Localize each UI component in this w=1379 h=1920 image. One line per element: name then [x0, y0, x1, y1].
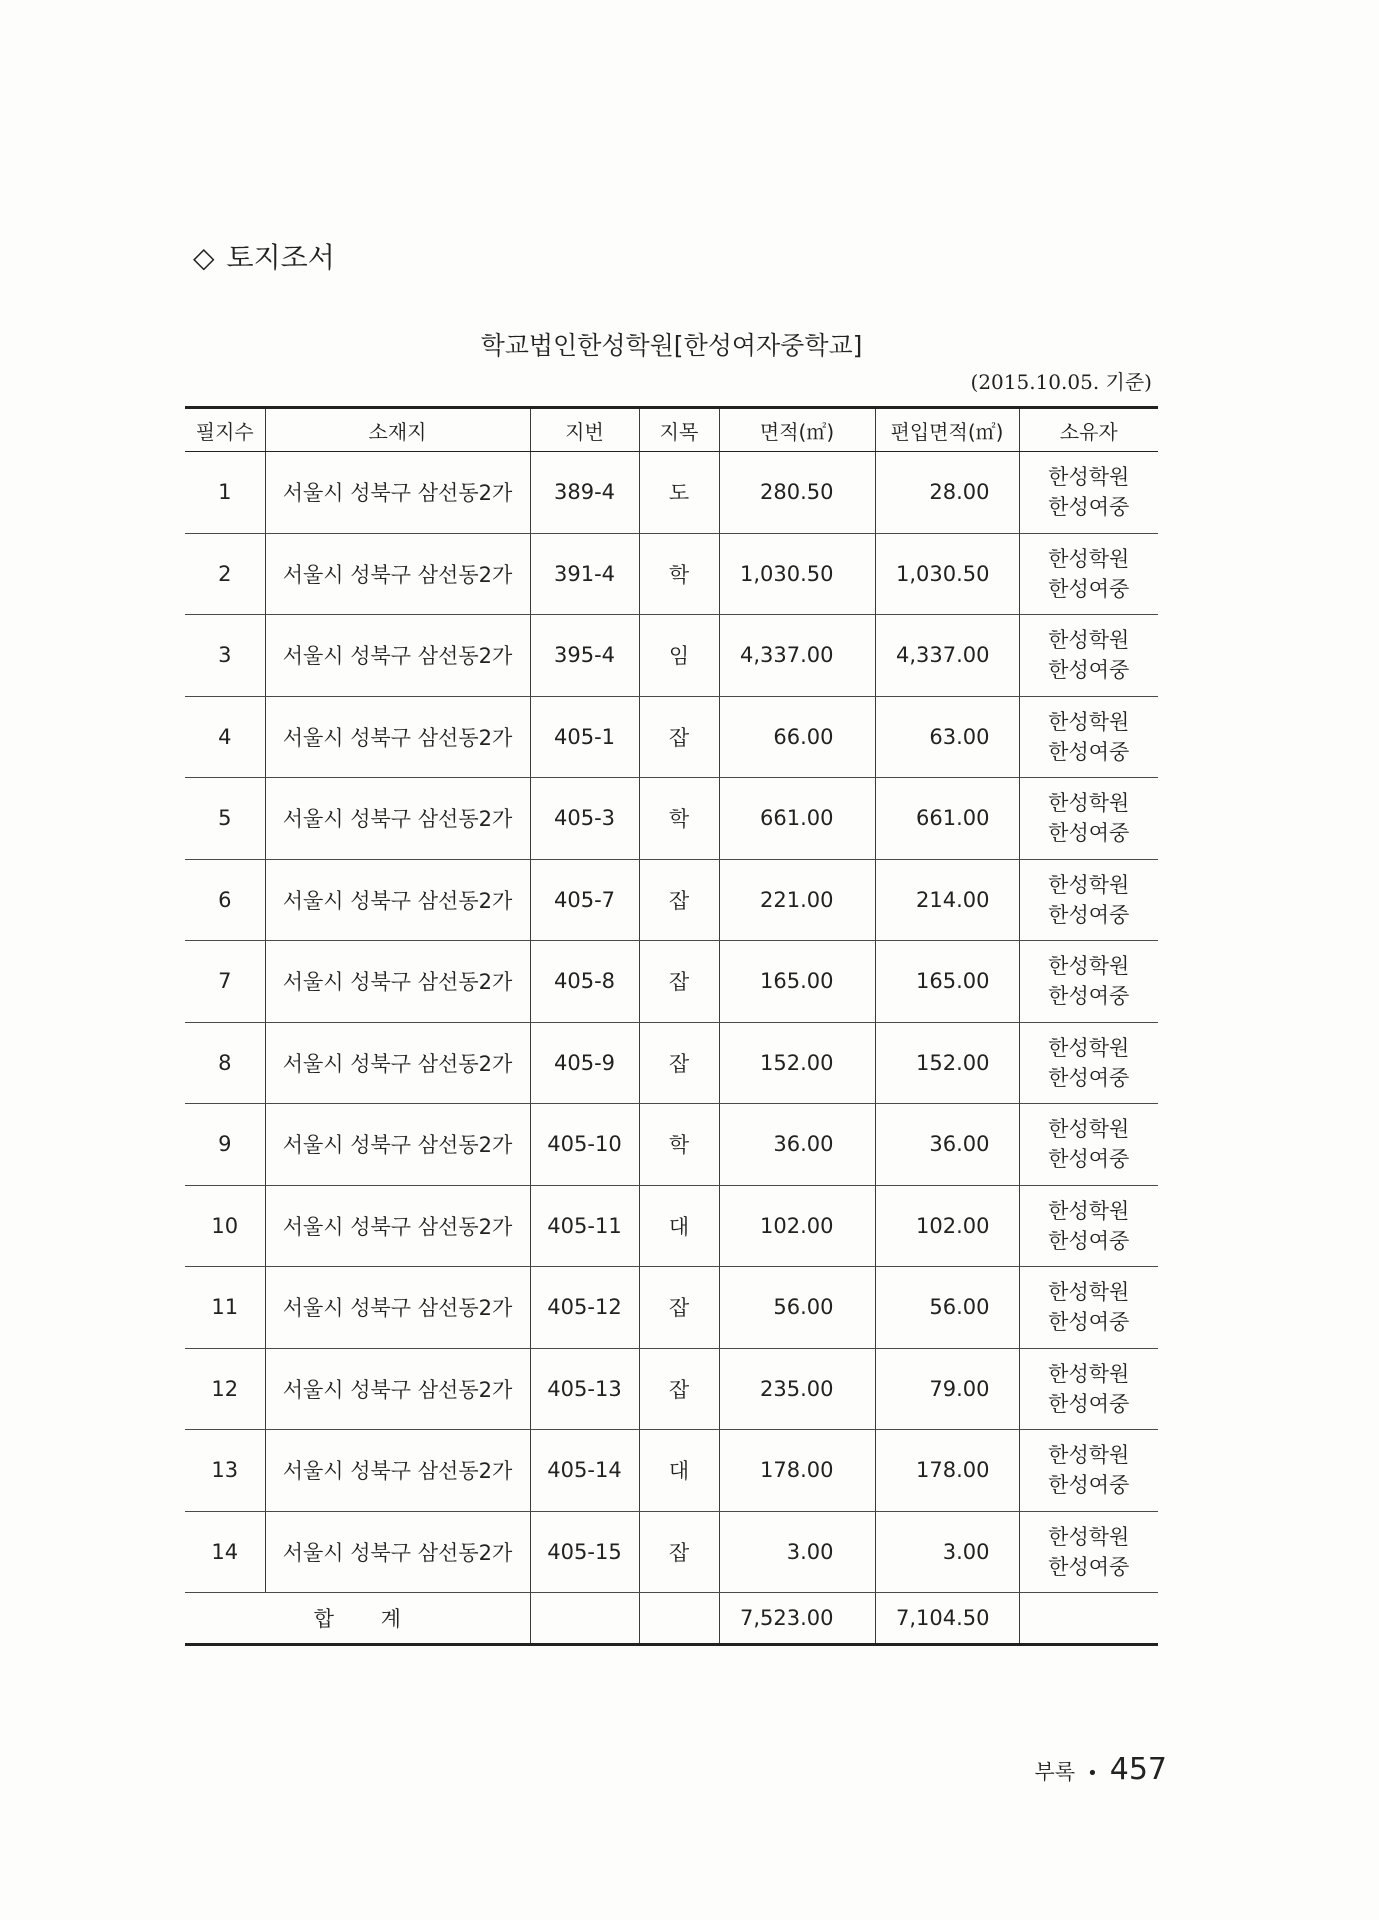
- incorporated-area: 214.00: [875, 859, 1019, 941]
- parcel-number: 6: [185, 859, 265, 941]
- area: 4,337.00: [719, 615, 875, 697]
- location: 서울시 성북구 삼선동2가: [265, 1267, 530, 1349]
- incorporated-area: 36.00: [875, 1104, 1019, 1186]
- parcel-number: 4: [185, 696, 265, 778]
- table-title: 학교법인한성학원[한성여자중학교]: [480, 331, 863, 360]
- parcel-number: 1: [185, 452, 265, 534]
- lot-number: 405-3: [530, 778, 639, 860]
- owner-line: 한성여중: [1048, 495, 1130, 520]
- section-heading-text: 토지조서: [226, 241, 335, 274]
- owner-line: 한성여중: [1048, 902, 1130, 927]
- land-category: 잡: [639, 696, 719, 778]
- parcel-number: 12: [185, 1348, 265, 1430]
- table-row: [185, 452, 1158, 534]
- location: 서울시 성북구 삼선동2가: [265, 1430, 530, 1512]
- incorporated-area: 3.00: [875, 1511, 1019, 1593]
- owner: [1019, 1348, 1158, 1430]
- land-survey-table: [185, 406, 1158, 1646]
- area: 165.00: [719, 941, 875, 1023]
- parcel-number: 9: [185, 1104, 265, 1186]
- table-row: [185, 778, 1158, 860]
- location: 서울시 성북구 삼선동2가: [265, 533, 530, 615]
- location: 서울시 성북구 삼선동2가: [265, 696, 530, 778]
- owner: [1019, 778, 1158, 860]
- incorporated-area: 661.00: [875, 778, 1019, 860]
- total-incorporated-area: 7,104.50: [875, 1593, 1019, 1645]
- owner: [1019, 1511, 1158, 1593]
- table-row: [185, 1267, 1158, 1349]
- owner: [1019, 1022, 1158, 1104]
- section-heading: [193, 236, 335, 276]
- table-header-row: [185, 408, 1158, 452]
- owner-line: 한성학원: [1048, 628, 1130, 653]
- owner-line: 한성여중: [1048, 984, 1130, 1009]
- parcel-number: 7: [185, 941, 265, 1023]
- page-number: 457: [1109, 1752, 1167, 1787]
- total-label: 합 계: [185, 1593, 530, 1645]
- parcel-number: 10: [185, 1185, 265, 1267]
- location: 서울시 성북구 삼선동2가: [265, 1348, 530, 1430]
- table-row: [185, 1104, 1158, 1186]
- owner: [1019, 1185, 1158, 1267]
- lot-number: 405-11: [530, 1185, 639, 1267]
- area: 235.00: [719, 1348, 875, 1430]
- area: 661.00: [719, 778, 875, 860]
- owner-line: 한성여중: [1048, 658, 1130, 683]
- total-lot-empty: [530, 1593, 639, 1645]
- lot-number: 405-13: [530, 1348, 639, 1430]
- owner: [1019, 1104, 1158, 1186]
- incorporated-area: 178.00: [875, 1430, 1019, 1512]
- parcel-number: 3: [185, 615, 265, 697]
- owner-line: 한성학원: [1048, 872, 1130, 897]
- lot-number: 405-12: [530, 1267, 639, 1349]
- owner-line: 한성여중: [1048, 1065, 1130, 1090]
- land-category: 학: [639, 1104, 719, 1186]
- table-row: [185, 615, 1158, 697]
- incorporated-area: 56.00: [875, 1267, 1019, 1349]
- land-category: 임: [639, 615, 719, 697]
- header-parcel-count: 필지수: [185, 408, 265, 452]
- parcel-number: 8: [185, 1022, 265, 1104]
- owner: [1019, 533, 1158, 615]
- area: 36.00: [719, 1104, 875, 1186]
- location: 서울시 성북구 삼선동2가: [265, 615, 530, 697]
- location: 서울시 성북구 삼선동2가: [265, 1511, 530, 1593]
- owner: [1019, 941, 1158, 1023]
- lot-number: 405-1: [530, 696, 639, 778]
- total-row: [185, 1593, 1158, 1645]
- area: 178.00: [719, 1430, 875, 1512]
- page-footer: [1035, 1752, 1167, 1787]
- incorporated-area: 102.00: [875, 1185, 1019, 1267]
- owner: [1019, 1267, 1158, 1349]
- parcel-number: 2: [185, 533, 265, 615]
- owner: [1019, 615, 1158, 697]
- land-category: 잡: [639, 859, 719, 941]
- area: 152.00: [719, 1022, 875, 1104]
- total-owner-empty: [1019, 1593, 1158, 1645]
- area: 280.50: [719, 452, 875, 534]
- land-category: 대: [639, 1430, 719, 1512]
- incorporated-area: 63.00: [875, 696, 1019, 778]
- location: 서울시 성북구 삼선동2가: [265, 778, 530, 860]
- total-category-empty: [639, 1593, 719, 1645]
- incorporated-area: 4,337.00: [875, 615, 1019, 697]
- lot-number: 395-4: [530, 615, 639, 697]
- owner-line: 한성학원: [1048, 546, 1130, 571]
- reference-date: (2015.10.05. 기준): [970, 370, 1152, 394]
- land-category: 학: [639, 533, 719, 615]
- owner-line: 한성여중: [1048, 821, 1130, 846]
- land-category: 도: [639, 452, 719, 534]
- lot-number: 405-9: [530, 1022, 639, 1104]
- owner-line: 한성여중: [1048, 1473, 1130, 1498]
- incorporated-area: 152.00: [875, 1022, 1019, 1104]
- lot-number: 405-15: [530, 1511, 639, 1593]
- location: 서울시 성북구 삼선동2가: [265, 452, 530, 534]
- header-location: 소재지: [265, 408, 530, 452]
- parcel-number: 5: [185, 778, 265, 860]
- owner-line: 한성여중: [1048, 1310, 1130, 1335]
- lot-number: 405-14: [530, 1430, 639, 1512]
- header-owner: 소유자: [1019, 408, 1158, 452]
- incorporated-area: 165.00: [875, 941, 1019, 1023]
- header-land-category: 지목: [639, 408, 719, 452]
- owner: [1019, 696, 1158, 778]
- owner: [1019, 452, 1158, 534]
- incorporated-area: 28.00: [875, 452, 1019, 534]
- area: 102.00: [719, 1185, 875, 1267]
- land-category: 대: [639, 1185, 719, 1267]
- location: 서울시 성북구 삼선동2가: [265, 1104, 530, 1186]
- area: 221.00: [719, 859, 875, 941]
- area: 3.00: [719, 1511, 875, 1593]
- table-row: [185, 941, 1158, 1023]
- owner-line: 한성여중: [1048, 1147, 1130, 1172]
- table-row: [185, 1430, 1158, 1512]
- land-category: 잡: [639, 941, 719, 1023]
- owner-line: 한성여중: [1048, 1391, 1130, 1416]
- owner-line: 한성학원: [1048, 954, 1130, 979]
- owner: [1019, 1430, 1158, 1512]
- lot-number: 405-10: [530, 1104, 639, 1186]
- total-area: 7,523.00: [719, 1593, 875, 1645]
- parcel-number: 13: [185, 1430, 265, 1512]
- lot-number: 405-8: [530, 941, 639, 1023]
- header-incorporated-area: 편입면적(㎡): [875, 408, 1019, 452]
- owner: [1019, 859, 1158, 941]
- land-category: 잡: [639, 1267, 719, 1349]
- owner-line: 한성학원: [1048, 1035, 1130, 1060]
- owner-line: 한성여중: [1048, 1228, 1130, 1253]
- area: 56.00: [719, 1267, 875, 1349]
- owner-line: 한성학원: [1048, 1198, 1130, 1223]
- land-category: 잡: [639, 1511, 719, 1593]
- owner-line: 한성여중: [1048, 1554, 1130, 1579]
- area: 1,030.50: [719, 533, 875, 615]
- footer-section-label: 부록: [1034, 1760, 1076, 1784]
- table-row: [185, 859, 1158, 941]
- owner-line: 한성학원: [1048, 1524, 1130, 1549]
- table-row: [185, 1022, 1158, 1104]
- owner-line: 한성학원: [1048, 1443, 1130, 1468]
- owner-line: 한성학원: [1048, 709, 1130, 734]
- parcel-number: 11: [185, 1267, 265, 1349]
- table-row: [185, 1511, 1158, 1593]
- header-lot-number: 지번: [530, 408, 639, 452]
- diamond-icon: ◇: [193, 241, 215, 274]
- location: 서울시 성북구 삼선동2가: [265, 941, 530, 1023]
- owner-line: 한성학원: [1048, 465, 1130, 490]
- table-row: [185, 1348, 1158, 1430]
- owner-line: 한성여중: [1048, 576, 1130, 601]
- owner-line: 한성여중: [1048, 739, 1130, 764]
- lot-number: 389-4: [530, 452, 639, 534]
- location: 서울시 성북구 삼선동2가: [265, 1185, 530, 1267]
- bullet-icon: •: [1087, 1763, 1098, 1784]
- land-category: 잡: [639, 1022, 719, 1104]
- location: 서울시 성북구 삼선동2가: [265, 859, 530, 941]
- location: 서울시 성북구 삼선동2가: [265, 1022, 530, 1104]
- owner-line: 한성학원: [1048, 1117, 1130, 1142]
- table-row: [185, 696, 1158, 778]
- header-area: 면적(㎡): [719, 408, 875, 452]
- area: 66.00: [719, 696, 875, 778]
- owner-line: 한성학원: [1048, 1361, 1130, 1386]
- table-row: [185, 533, 1158, 615]
- land-category: 학: [639, 778, 719, 860]
- land-category: 잡: [639, 1348, 719, 1430]
- lot-number: 391-4: [530, 533, 639, 615]
- lot-number: 405-7: [530, 859, 639, 941]
- incorporated-area: 79.00: [875, 1348, 1019, 1430]
- owner-line: 한성학원: [1048, 1280, 1130, 1305]
- parcel-number: 14: [185, 1511, 265, 1593]
- owner-line: 한성학원: [1048, 791, 1130, 816]
- table-row: [185, 1185, 1158, 1267]
- incorporated-area: 1,030.50: [875, 533, 1019, 615]
